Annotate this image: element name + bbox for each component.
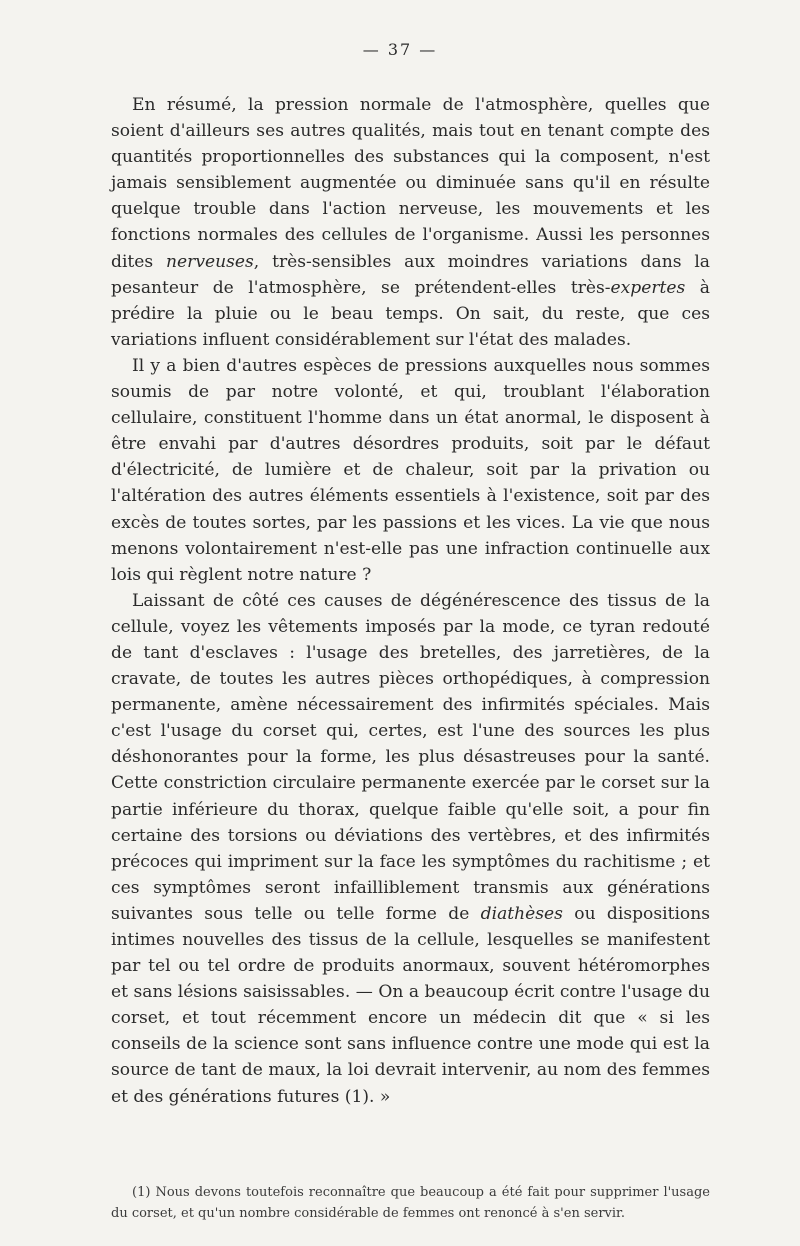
- paragraph-3-italic-diatheses: diathèses: [480, 903, 563, 924]
- footnote: (1) Nous devons toutefois reconnaître que beaucoup a été fait pour supprimer l'usage du corset, et qu'un nombre considérable de femmes ont renoncé à s'en servir.: [111, 1185, 710, 1221]
- paragraph-1-italic-nerveuses: nerveuses: [166, 251, 254, 272]
- paragraph-1-text-b: , très-sensibles aux moindres variations dans la pesanteur de l'atmosphère, se prétendent-elles très-: [111, 251, 710, 298]
- paragraph-3-text-a: Laissant de côté ces causes de dégénérescence des tissus de la cellule, voyez les vêtements imposés par la mode, ce tyran redouté de tant d'esclaves : l'usage des bretelles, des jarretières, de la cravate, de toutes les autres pièces orthopédiques, à compression permanente, amène nécessairement des infirmités spéciales. Mais c'est l'usage du corset qui, certes, est l'une des sources les plus déshonorantes pour la forme, les plus désastreuses pour la santé. Cette constriction circulaire permanente exercée par le corset sur la partie inférieure du thorax, quelque faible qu'elle soit, a pour fin certaine des torsions ou déviations des vertèbres, et des infirmités précoces qui impriment sur la face les symptômes du rachitisme ; et ces symptômes seront infailliblement transmis aux générations suivantes sous telle ou telle forme de: [111, 590, 710, 924]
- paragraph-3: [111, 588, 710, 1110]
- paragraph-1-text-a: En résumé, la pression normale de l'atmosphère, quelles que soient d'ailleurs ses autres qualités, mais tout en tenant compte des quantités proportionnelles des substances qui la composent, n'est jamais sensiblement augmentée ou diminuée sans qu'il en résulte quelque trouble dans l'action nerveuse, les mouvements et les fonctions normales des cellules de l'organisme. Aussi les personnes dites: [111, 95, 710, 272]
- paragraph-1: [111, 92, 710, 353]
- page-number: — 37 —: [362, 40, 438, 59]
- paragraph-1-text-c: à prédire la pluie ou le beau temps. On sait, du reste, que ces variations influent considérablement sur l'état des malades.: [111, 277, 710, 350]
- paragraph-1-italic-expertes: expertes: [610, 277, 686, 298]
- body-text: [111, 92, 710, 1110]
- paragraph-2: Il y a bien d'autres espèces de pressions auxquelles nous sommes soumis de par notre volonté, et qui, troublant l'élaboration cellulaire, constituent l'homme dans un état anormal, le disposent à être envahi par d'autres désordres produits, soit par le défaut d'électricité, de lumière et de chaleur, soit par la privation ou l'altération des autres éléments essentiels à l'existence, soit par des excès de toutes sortes, par les passions et les vices. La vie que nous menons volontairement n'est-elle pas une infraction continuelle aux lois qui règlent notre nature ?: [111, 355, 710, 585]
- paragraph-3-text-b: ou dispositions intimes nouvelles des tissus de la cellule, lesquelles se manifestent par tel ou tel ordre de produits anormaux, souvent hétéromorphes et sans lésions saisissables. — On a beaucoup écrit contre l'usage du corset, et tout récemment encore un médecin dit que « si les conseils de la science sont sans influence contre une mode qui est la source de tant de maux, la loi devrait intervenir, au nom des femmes et des générations futures (1). »: [111, 903, 710, 1107]
